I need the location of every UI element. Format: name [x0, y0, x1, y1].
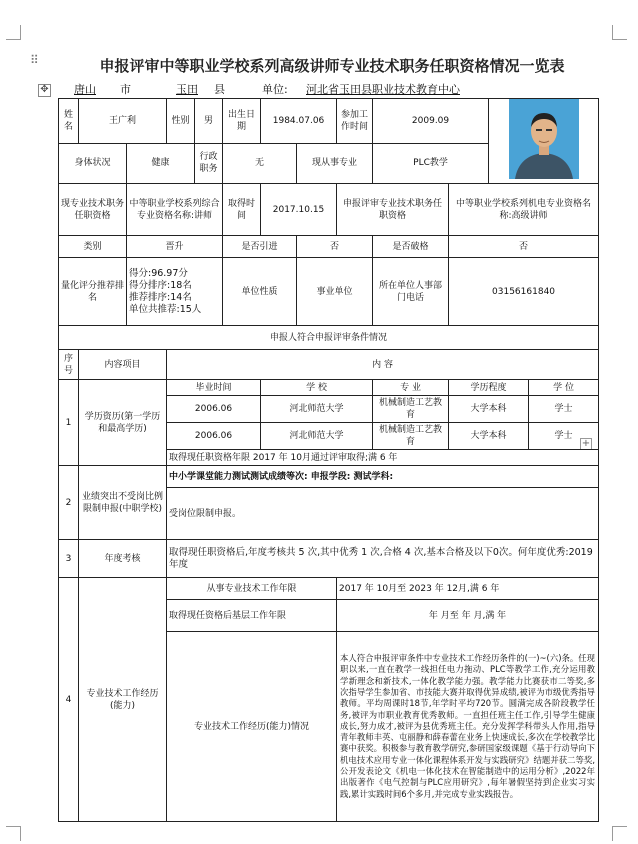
section-title: 申报人符合申报评审条件情况 [59, 326, 599, 350]
crop-mark-top-right [612, 25, 627, 40]
score-label: 量化评分推荐排名 [59, 258, 127, 326]
qualification-years: 取得现任职资格年限 2017 年 10月通过评审取得;满 6 年 [167, 450, 599, 466]
hr-phone-value: 03156161840 [449, 258, 599, 326]
edu-school: 河北师范大学 [261, 396, 373, 423]
city: 唐山 [74, 83, 96, 96]
city-unit: 市 [120, 83, 131, 96]
apply-title-label: 申报评审专业技术职务任职资格 [337, 184, 449, 236]
unit-label: 单位: [262, 83, 288, 96]
edu-col-level: 学历程度 [449, 380, 529, 396]
experience-no: 4 [59, 578, 79, 822]
experience-detail-label: 专业技术工作经历(能力)情况 [167, 632, 337, 822]
experience-detail-text: 本人符合申报评审条件中专业技术工作经历条件的(一)~(六)条。任现职以来,一直在教学一线担任电力拖动、PLC等教学工作,充分运用教学新理念和新技术,一体化教学能力强。教学能力比赛获市二等奖,多次指导学生参加省、市技能大赛并取得优异成绩,被评为市级优秀指导教师。平均周课时18节,年学时平均720节。圆满完成各阶段教学任务,被评为市职业教育优秀教师。一直担任班主任工作,引导学生健康成长,努力成才,被评为县优秀班主任。充分发挥学科带头人作用,指导青年教师丰英、屯丽静和薛春蕾在业务上快速成长,多次在学校教学比赛中获奖。积极参与教育教学研究,参研国家级课题《基于行动导向下机电技术应用专业一体化课程体系开发与实践研究》结题并获二等奖,公开发表论文《机电一体化技术在智能制造中的运用分析》,2022年出版著作《电气控制与PLC应用研究》,每年暑假坚持到企业实习实践,累计实践时间6个多月,并完成专业实践报告。 [337, 632, 599, 822]
assess-no: 3 [59, 540, 79, 578]
crop-mark-bottom-right [612, 826, 627, 841]
score-line: 单位共推荐:15人 [129, 303, 202, 315]
gender-value: 男 [195, 99, 223, 144]
work-start-value: 2009.09 [373, 99, 489, 144]
grassroots-years-value: 年 月至 年 月,满 年 [337, 600, 599, 632]
table-move-handle-icon[interactable]: ✥ [38, 84, 51, 97]
col-header-item: 内容项目 [79, 350, 167, 380]
score-line: 推荐排序:14名 [129, 291, 192, 303]
work-years-label: 从事专业技术工作年限 [167, 578, 337, 600]
score-line: 得分:96.97分 [129, 267, 188, 279]
assess-label: 年度考核 [79, 540, 167, 578]
edu-major: 机械制造工艺教育 [373, 423, 449, 450]
outstanding-no: 2 [59, 466, 79, 540]
crop-mark-bottom-left [6, 826, 21, 841]
edu-date: 2006.06 [167, 396, 261, 423]
edu-level: 大学本科 [449, 423, 529, 450]
grassroots-years-label: 取得现任资格后基层工作年限 [167, 600, 337, 632]
edu-date: 2006.06 [167, 423, 261, 450]
obtain-date-value: 2017.10.15 [261, 184, 337, 236]
county-unit: 县 [214, 83, 225, 96]
edu-col-degree: 学 位 [529, 380, 599, 396]
exceptional-value: 否 [449, 236, 599, 258]
edu-school: 河北师范大学 [261, 423, 373, 450]
name-value: 王广利 [79, 99, 167, 144]
edu-degree: 学士 [529, 423, 599, 450]
outstanding-label: 业绩突出不受岗比例限制申报(中职学校) [79, 466, 167, 540]
score-details [127, 258, 223, 326]
edu-label: 学历资历(第一学历和最高学历) [79, 380, 167, 466]
health-label: 身体状况 [59, 143, 127, 183]
unit-header [66, 81, 581, 96]
category-label: 类别 [59, 236, 127, 258]
work-start-label: 参加工作时间 [337, 99, 373, 144]
portrait-image [509, 99, 579, 179]
name-label: 姓名 [59, 99, 79, 144]
qualification-table [58, 98, 599, 822]
experience-label: 专业技术工作经历(能力) [79, 578, 167, 822]
current-title-value: 中等职业学校系列综合专业资格名称:讲师 [127, 184, 223, 236]
edu-col-graduation: 毕业时间 [167, 380, 261, 396]
obtain-date-label: 取得时间 [223, 184, 261, 236]
apply-title-value: 中等职业学校系列机电专业资格名称:高级讲师 [449, 184, 599, 236]
document-title: 申报评审中等职业学校系列高级讲师专业技术职务任职资格情况一览表 [99, 57, 565, 75]
health-value: 健康 [127, 143, 195, 183]
current-title-label: 现专业技术职务任职资格 [59, 184, 127, 236]
score-line: 得分排序:18名 [129, 279, 192, 291]
edu-degree: 学士 [529, 396, 599, 423]
edu-no: 1 [59, 380, 79, 466]
birth-value: 1984.07.06 [261, 99, 337, 144]
assess-text: 取得现任职资格后,年度考核共 5 次,其中优秀 1 次,合格 4 次,基本合格及以下0次。何年度优秀:2019年度 [167, 540, 599, 578]
classroom-test-line: 中小学课堂能力测试测试成绩等次: 申报学段: 测试学科: [167, 466, 599, 488]
applicant-photo [489, 99, 599, 184]
edu-col-school: 学 校 [261, 380, 373, 396]
edu-col-major: 专 业 [373, 380, 449, 396]
add-row-icon[interactable]: + [581, 438, 591, 449]
admin-value: 无 [223, 143, 297, 183]
edu-major: 机械制造工艺教育 [373, 396, 449, 423]
birth-label: 出生日期 [223, 99, 261, 144]
county: 玉田 [176, 83, 198, 96]
unit-nature-label: 单位性质 [223, 258, 297, 326]
current-major-label: 现从事专业 [297, 143, 373, 183]
crop-mark-top-left [6, 25, 21, 40]
unit-name: 河北省玉田县职业技术教育中心 [306, 83, 460, 96]
col-header-no: 序号 [59, 350, 79, 380]
exceptional-label: 是否破格 [373, 236, 449, 258]
unit-nature-value: 事业单位 [297, 258, 373, 326]
work-years-value: 2017 年 10月至 2023 年 12月,满 6 年 [337, 578, 599, 600]
introduced-value: 否 [297, 236, 373, 258]
col-header-content: 内 容 [167, 350, 599, 380]
post-limit-line: 受岗位限制申报。 [167, 488, 599, 540]
admin-label: 行政职务 [195, 143, 223, 183]
current-major-value: PLC教学 [373, 143, 489, 183]
introduced-label: 是否引进 [223, 236, 297, 258]
category-value: 晋升 [127, 236, 223, 258]
drag-handle-icon[interactable]: ⠿ [30, 53, 37, 67]
hr-phone-label: 所在单位人事部门电话 [373, 258, 449, 326]
gender-label: 性别 [167, 99, 195, 144]
edu-level: 大学本科 [449, 396, 529, 423]
